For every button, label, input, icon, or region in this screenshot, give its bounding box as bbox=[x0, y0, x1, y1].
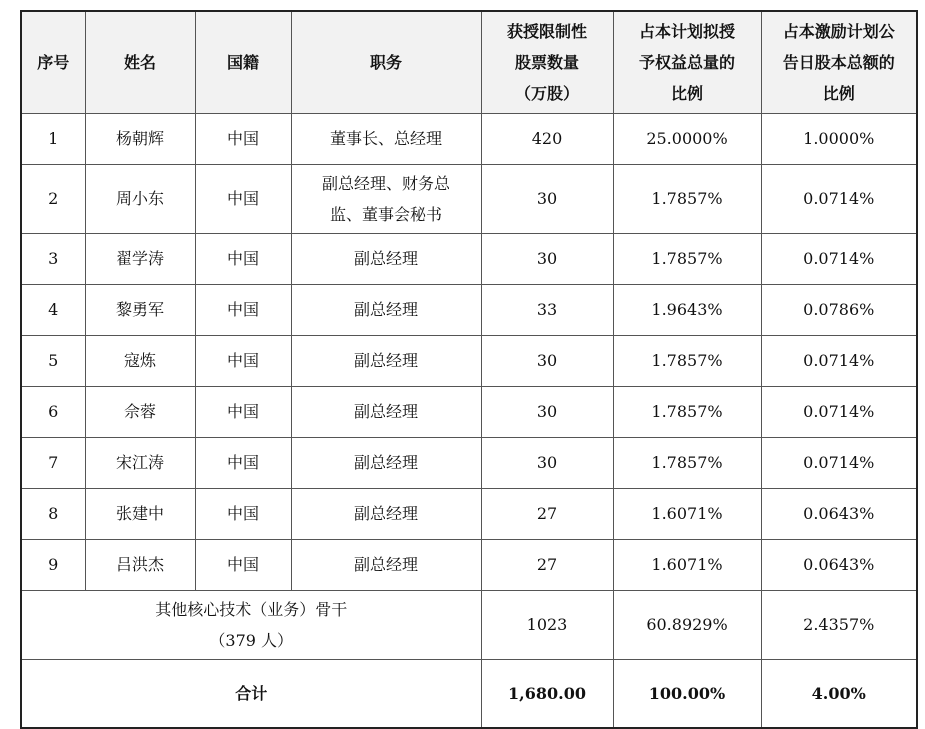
cell-name: 佘蓉 bbox=[85, 386, 195, 437]
table-row bbox=[21, 335, 917, 386]
cell-ratio-capital: 1.0000% bbox=[761, 113, 917, 164]
cell-ratio-capital: 0.0786% bbox=[761, 284, 917, 335]
header-shares-line: （万股） bbox=[514, 83, 579, 103]
table-row bbox=[21, 233, 917, 284]
cell-seq: 4 bbox=[21, 284, 85, 335]
cell-nationality: 中国 bbox=[195, 488, 291, 539]
cell-nationality: 中国 bbox=[195, 386, 291, 437]
table-row bbox=[21, 437, 917, 488]
total-ratio-capital: 4.00% bbox=[761, 659, 917, 728]
cell-position: 副总经理 bbox=[291, 488, 481, 539]
total-ratio-plan: 100.00% bbox=[613, 659, 761, 728]
table-row bbox=[21, 386, 917, 437]
table-row bbox=[21, 284, 917, 335]
cell-ratio-capital: 0.0714% bbox=[761, 437, 917, 488]
cell-nationality: 中国 bbox=[195, 233, 291, 284]
cell-position: 副总经理 bbox=[291, 284, 481, 335]
cell-position: 副总经理 bbox=[291, 335, 481, 386]
others-label bbox=[21, 590, 481, 659]
cell-seq: 8 bbox=[21, 488, 85, 539]
cell-nationality: 中国 bbox=[195, 164, 291, 233]
cell-ratio-plan: 25.0000% bbox=[613, 113, 761, 164]
cell-position bbox=[291, 164, 481, 233]
grant-allocation-table bbox=[20, 10, 918, 729]
cell-seq: 9 bbox=[21, 539, 85, 590]
others-label-line: 其他核心技术（业务）骨干 bbox=[155, 599, 348, 619]
cell-shares: 27 bbox=[481, 539, 613, 590]
others-ratio-capital: 2.4357% bbox=[761, 590, 917, 659]
cell-ratio-capital: 0.0714% bbox=[761, 164, 917, 233]
header-row bbox=[21, 11, 917, 113]
cell-name: 寇炼 bbox=[85, 335, 195, 386]
cell-ratio-capital: 0.0643% bbox=[761, 539, 917, 590]
others-row bbox=[21, 590, 917, 659]
cell-shares: 30 bbox=[481, 437, 613, 488]
cell-ratio-capital: 0.0714% bbox=[761, 335, 917, 386]
header-shares-line: 获授限制性 bbox=[506, 21, 587, 41]
cell-ratio-plan: 1.6071% bbox=[613, 488, 761, 539]
cell-seq: 5 bbox=[21, 335, 85, 386]
cell-position: 副总经理 bbox=[291, 386, 481, 437]
cell-name: 吕洪杰 bbox=[85, 539, 195, 590]
total-label: 合计 bbox=[21, 659, 481, 728]
cell-shares: 30 bbox=[481, 233, 613, 284]
header-ratio-plan-line: 予权益总量的 bbox=[638, 52, 735, 72]
header-ratio-capital bbox=[761, 11, 917, 113]
cell-name: 翟学涛 bbox=[85, 233, 195, 284]
header-shares bbox=[481, 11, 613, 113]
cell-shares: 27 bbox=[481, 488, 613, 539]
header-nationality: 国籍 bbox=[195, 11, 291, 113]
cell-name: 宋江涛 bbox=[85, 437, 195, 488]
cell-ratio-plan: 1.9643% bbox=[613, 284, 761, 335]
table-row bbox=[21, 488, 917, 539]
cell-ratio-plan: 1.6071% bbox=[613, 539, 761, 590]
table-row bbox=[21, 539, 917, 590]
header-name: 姓名 bbox=[85, 11, 195, 113]
header-ratio-capital-line: 比例 bbox=[822, 83, 855, 103]
cell-shares: 30 bbox=[481, 335, 613, 386]
cell-seq: 7 bbox=[21, 437, 85, 488]
cell-shares: 33 bbox=[481, 284, 613, 335]
header-position: 职务 bbox=[291, 11, 481, 113]
others-shares: 1023 bbox=[481, 590, 613, 659]
cell-ratio-plan: 1.7857% bbox=[613, 386, 761, 437]
total-row bbox=[21, 659, 917, 728]
header-seq: 序号 bbox=[21, 11, 85, 113]
others-label-line: （379 人） bbox=[209, 630, 294, 650]
cell-ratio-plan: 1.7857% bbox=[613, 233, 761, 284]
cell-name: 黎勇军 bbox=[85, 284, 195, 335]
cell-position: 副总经理 bbox=[291, 437, 481, 488]
header-ratio-plan bbox=[613, 11, 761, 113]
cell-ratio-capital: 0.0714% bbox=[761, 386, 917, 437]
cell-ratio-capital: 0.0714% bbox=[761, 233, 917, 284]
cell-seq: 2 bbox=[21, 164, 85, 233]
cell-nationality: 中国 bbox=[195, 113, 291, 164]
header-shares-line: 股票数量 bbox=[514, 52, 579, 72]
cell-name: 周小东 bbox=[85, 164, 195, 233]
cell-nationality: 中国 bbox=[195, 539, 291, 590]
cell-position: 副总经理 bbox=[291, 233, 481, 284]
cell-nationality: 中国 bbox=[195, 335, 291, 386]
table-row bbox=[21, 113, 917, 164]
cell-ratio-plan: 1.7857% bbox=[613, 437, 761, 488]
cell-shares: 30 bbox=[481, 386, 613, 437]
cell-ratio-capital: 0.0643% bbox=[761, 488, 917, 539]
cell-name: 张建中 bbox=[85, 488, 195, 539]
cell-position-line: 监、董事会秘书 bbox=[329, 204, 442, 224]
cell-position-line: 副总经理、财务总 bbox=[321, 173, 450, 193]
cell-seq: 3 bbox=[21, 233, 85, 284]
header-ratio-capital-line: 占本激励计划公 bbox=[782, 21, 895, 41]
cell-nationality: 中国 bbox=[195, 437, 291, 488]
table-row bbox=[21, 164, 917, 233]
header-ratio-capital-line: 告日股本总额的 bbox=[782, 52, 895, 72]
cell-ratio-plan: 1.7857% bbox=[613, 335, 761, 386]
cell-shares: 420 bbox=[481, 113, 613, 164]
header-ratio-plan-line: 比例 bbox=[670, 83, 703, 103]
others-ratio-plan: 60.8929% bbox=[613, 590, 761, 659]
cell-position: 副总经理 bbox=[291, 539, 481, 590]
cell-seq: 1 bbox=[21, 113, 85, 164]
cell-ratio-plan: 1.7857% bbox=[613, 164, 761, 233]
cell-name: 杨朝辉 bbox=[85, 113, 195, 164]
total-shares: 1,680.00 bbox=[481, 659, 613, 728]
cell-seq: 6 bbox=[21, 386, 85, 437]
cell-nationality: 中国 bbox=[195, 284, 291, 335]
header-ratio-plan-line: 占本计划拟授 bbox=[638, 21, 735, 41]
cell-position: 董事长、总经理 bbox=[291, 113, 481, 164]
cell-shares: 30 bbox=[481, 164, 613, 233]
